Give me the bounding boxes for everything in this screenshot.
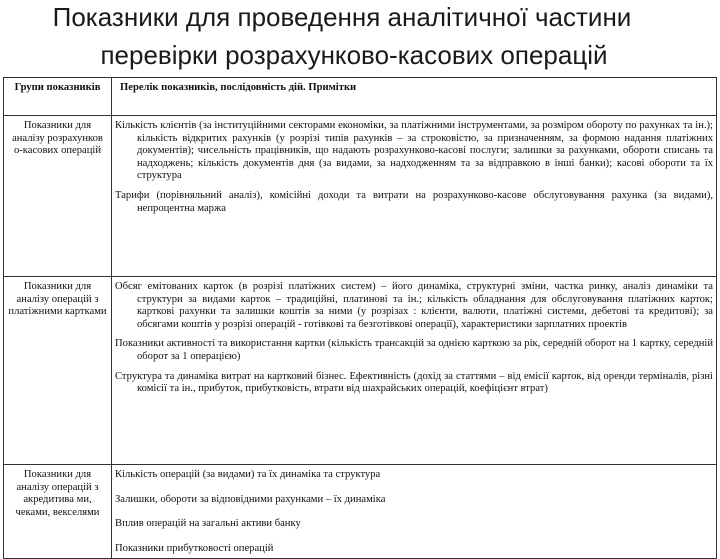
table-row	[4, 465, 717, 559]
indicator-paragraph: Кількість операцій (за видами) та їх динаміка та структура	[115, 469, 381, 480]
row-indicators	[112, 116, 717, 277]
table-row	[4, 116, 717, 277]
indicator-paragraph: Обсяг емітованих карток (в розрізі платіжних систем) – його динаміка, структурні зміни, частка ринку, аналіз динаміки та структури за видами карток – традиційні, платинові та ін.; кількість обладнання для обслуговування платіжних карток; карткові рахунки та залишки коштів за ними (у розрізах : клієнти, валюти, платіжні системи, дебетові та кредитові); за обсягами коштів у розрізі операцій - готівкові та безготівкові операції), характеристики зарплатних проектів	[115, 281, 713, 330]
indicator-paragraph: Показники прибутковості операцій	[115, 542, 274, 554]
page-title: Показники для проведення аналітичної частини	[52, 2, 632, 32]
page-subtitle: перевірки розрахунково-касових операцій	[100, 40, 608, 70]
row-indicators	[112, 465, 717, 559]
indicators-table	[3, 77, 717, 559]
indicator-paragraph: Залишки, обороти за відповідними рахунками – їх динаміка	[115, 493, 386, 505]
indicator-paragraph: Вплив операцій на загальні активи банку	[115, 518, 301, 530]
row-group-label: Показники для аналізу розрахунков о-касових операцій	[4, 116, 112, 277]
indicator-paragraph: Показники активності та використання картки (кількість трансакцій за однією карткою за рік, середній оборот на 1 картку, середній оборот за 1 операцією)	[115, 338, 713, 362]
header-list: Перелік показників, послідовність дій. Примітки	[112, 78, 717, 116]
row-group-label: Показники для аналізу операцій з акредитива ми, чеками, векселями	[4, 465, 112, 559]
table-header-row	[4, 78, 717, 116]
row-indicators	[112, 277, 717, 465]
header-groups: Групи показників	[4, 78, 112, 116]
indicator-paragraph: Кількість клієнтів (за інституційними секторами економіки, за платіжними інструментами, за розміром обороту по рахунках та ін.); кількість відкритих рахунків (у розрізі типів рахунків – за строковістю, за призначенням, за формою надання платіжних документів); чисельність працівників, що надають розрахунково-касові послуги; залишки за рахунками, обороти списань та надходжень; кількість документів дня (за видами, за надходженням та за відправкою в інші банки); касові обороти та їх структура	[115, 120, 713, 182]
indicator-paragraph: Структура та динаміка витрат на картковий бізнес. Ефективність (дохід за статтями – від емісії карток, від оренди терміналів, різні комісії та ін., прибуток, прибутковість, втрати від шахрайських операцій, коефіцієнт втрат)	[115, 370, 713, 395]
indicator-paragraph: Тарифи (порівняльний аналіз), комісійні доходи та витрати на розрахунково-касове обслуговування рахунка (за видами), непроцентна маржа	[115, 189, 713, 214]
table-row	[4, 277, 717, 465]
row-group-label: Показники для аналізу операцій з платіжними картками	[4, 277, 112, 465]
